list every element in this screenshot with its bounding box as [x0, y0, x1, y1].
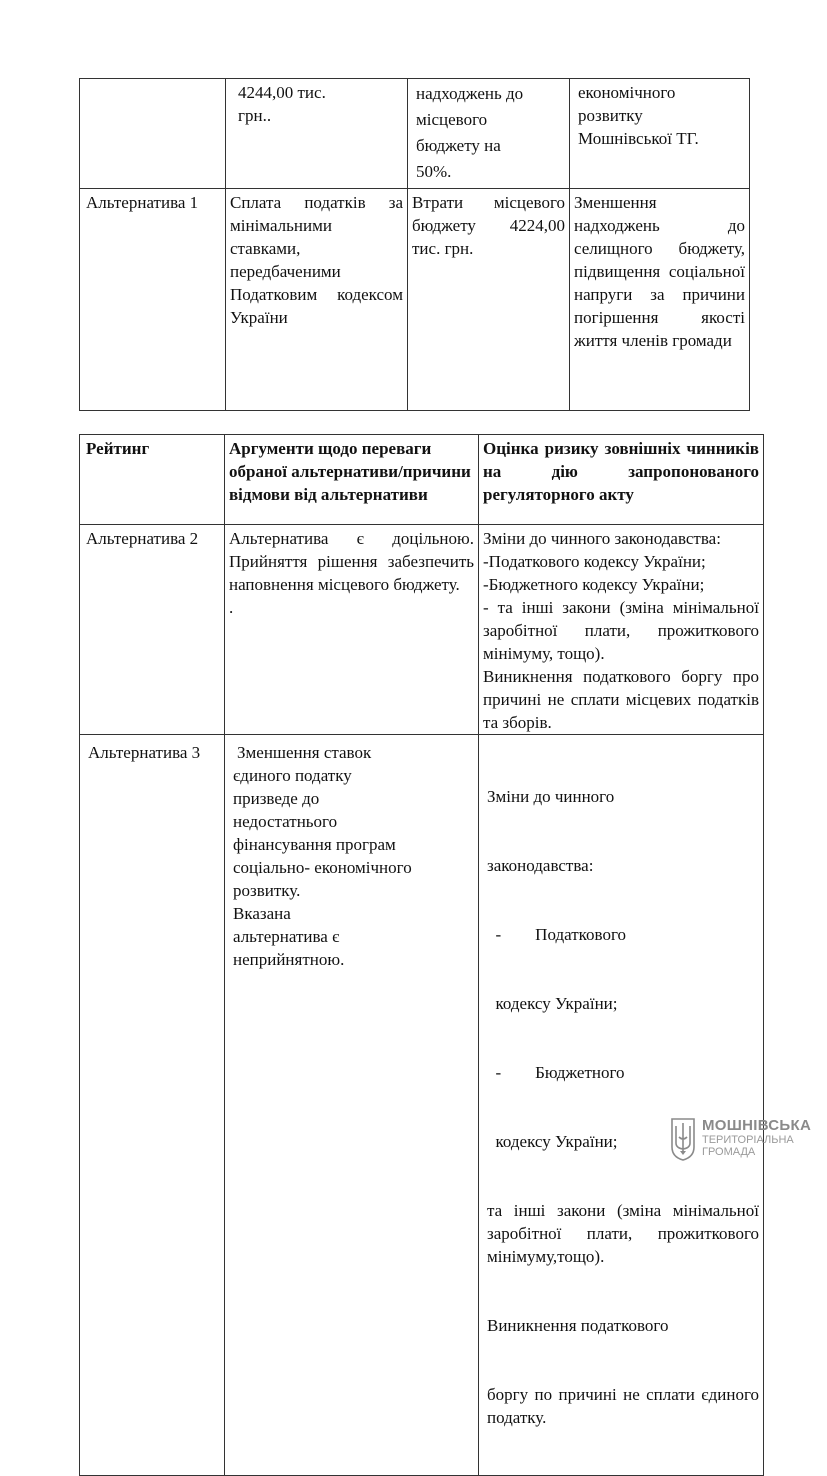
table-cell: Альтернатива 1 — [80, 189, 226, 411]
table-cell — [80, 79, 226, 189]
trident-icon — [668, 1117, 698, 1161]
cell-line: розвитку — [578, 106, 643, 125]
table-cell: Сплата податків за мінімальними ставками, передбаченими Податковим кодексом України — [226, 189, 408, 411]
cell-line: Мошнівської ТГ. — [578, 129, 699, 148]
cell-text: Альтернатива є доцільною. Прийняття рішення забезпечить наповнення місцевого бюджету. — [229, 529, 474, 594]
column-header: Оцінка ризику зовнішніх чинників на дію запропонованого регуляторного акту — [479, 435, 764, 525]
cell-line: Виникнення податкового боргу про причині не сплати місцевих податків та зборів. — [483, 667, 759, 732]
cell-line: -Податкового кодексу України; — [483, 552, 706, 571]
cell-line: єдиного податку — [233, 766, 352, 785]
logo-subtitle: ГРОМАДА — [702, 1146, 756, 1158]
cell-line: - Податкового — [487, 925, 626, 944]
cell-line: 4244,00 тис. — [238, 83, 326, 102]
table-cell — [225, 525, 479, 735]
cell-line: кодексу України; — [487, 994, 618, 1013]
cell-line: місцевого — [416, 110, 488, 129]
column-header: Рейтинг — [80, 435, 225, 525]
table-cell — [479, 525, 764, 735]
cell-line: - та інші закони (зміна мінімальної заробітної плати, прожиткового мінімуму, тощо). — [483, 598, 759, 663]
cell-line: грн.. — [238, 106, 272, 125]
cell-line: законодавства: — [487, 856, 594, 875]
rating-table — [79, 434, 764, 1476]
cell-line: фінансування програм — [233, 835, 396, 854]
table-cell — [570, 79, 750, 189]
cell-line: Вказана — [233, 904, 291, 923]
cell-line: Виникнення податкового — [487, 1316, 669, 1335]
table-cell: Зменшення надходжень до селищного бюджету, підвищення соціальної напруги за причини погіршення якості життя членів громади — [570, 189, 750, 411]
table-cell — [225, 735, 479, 1476]
cell-line: Зменшення ставок — [237, 743, 372, 762]
column-header: Аргументи щодо переваги обраної альтернативи/причини відмови від альтернативи — [225, 435, 479, 525]
cell-line: боргу по причині не сплати єдиного податку. — [487, 1385, 759, 1427]
cell-line: Зміни до чинного — [487, 787, 615, 806]
cell-line: неприйнятною. — [233, 950, 345, 969]
table-cell — [479, 735, 764, 1476]
table-header-row — [80, 435, 764, 525]
cell-line: надходжень до — [416, 84, 524, 103]
cell-line: альтернатива є — [233, 927, 340, 946]
table-cell — [226, 79, 408, 189]
cell-line: Зміни до чинного законодавства: — [483, 529, 721, 548]
cell-line: 50%. — [416, 162, 452, 181]
table-cell: Альтернатива 3 — [80, 735, 225, 1476]
table-row — [80, 189, 750, 411]
cell-line: та інші закони (зміна мінімальної заробітної плати, прожиткового мінімуму,тощо). — [487, 1201, 759, 1266]
alternatives-table-top — [79, 78, 750, 411]
cell-line: розвитку. — [233, 881, 301, 900]
cell-line: недостатнього — [233, 812, 338, 831]
cell-line: економічного — [578, 83, 676, 102]
logo-title: МОШНІВСЬКА — [702, 1117, 812, 1134]
cell-line: - Бюджетного — [487, 1063, 625, 1082]
cell-line: кодексу України; — [487, 1132, 618, 1151]
logo-subtitle: ТЕРИТОРІАЛЬНА — [702, 1134, 794, 1146]
table-row — [80, 79, 750, 189]
cell-text: . — [229, 598, 234, 617]
cell-line: призведе до — [233, 789, 320, 808]
table-row — [80, 735, 764, 1476]
table-row — [80, 525, 764, 735]
table-cell: Альтернатива 2 — [80, 525, 225, 735]
cell-line: соціально- економічного — [233, 858, 412, 877]
cell-line: бюджету на — [416, 136, 501, 155]
table-cell — [408, 79, 570, 189]
cell-line: -Бюджетного кодексу України; — [483, 575, 705, 594]
community-logo — [668, 1117, 813, 1161]
table-cell: Втрати місцевого бюджету 4224,00 тис. грн. — [408, 189, 570, 411]
